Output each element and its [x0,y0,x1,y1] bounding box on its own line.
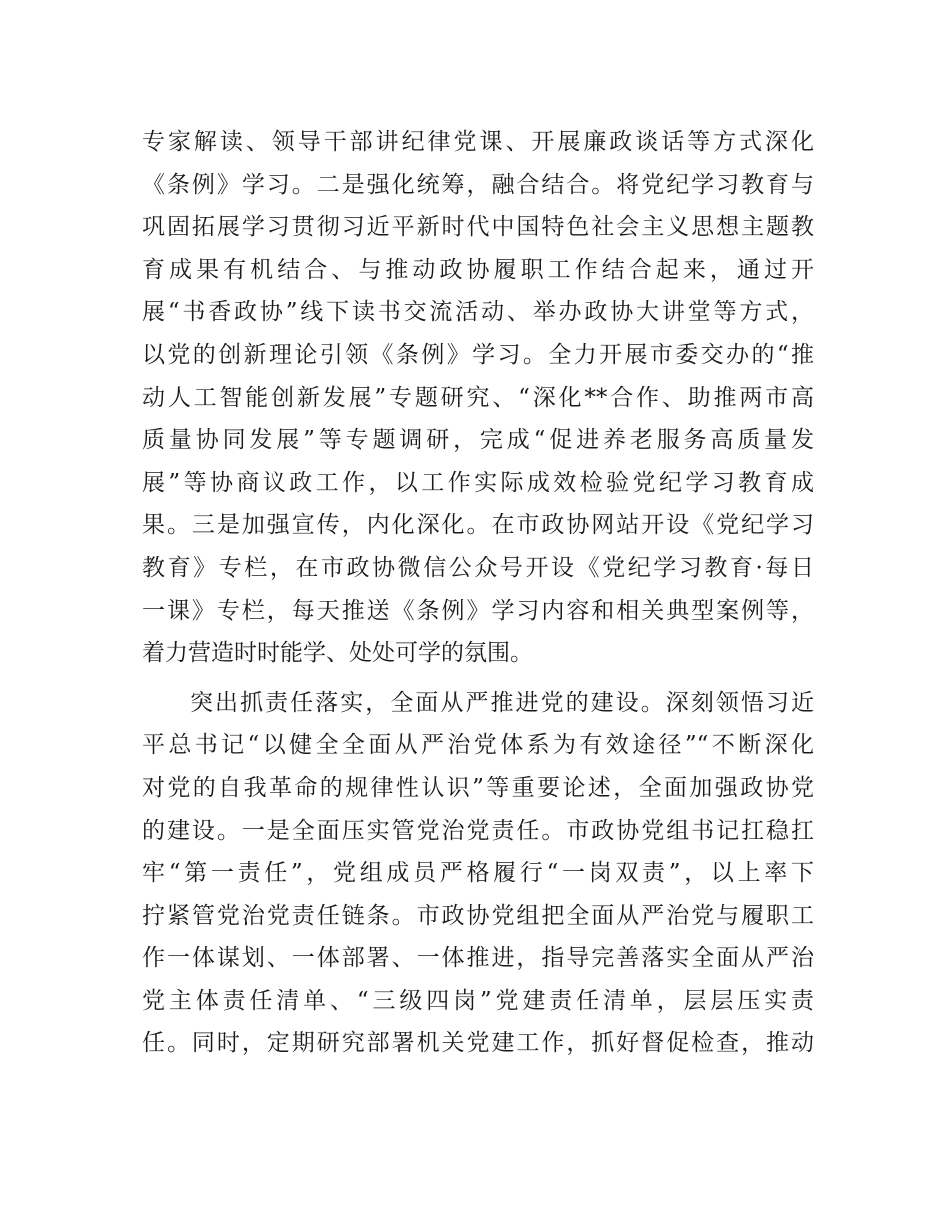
paragraph-line: 展”等协商议政工作，以工作实际成效检验党纪学习教育成 [142,469,814,496]
paragraph-line: 质量协同发展”等专题调研，完成“促进养老服务高质量发 [142,427,814,454]
paragraph-line: 以党的创新理论引领《条例》学习。全力开展市委交办的“推 [142,341,814,368]
paragraph-line: 展“书香政协”线下读书交流活动、举办政协大讲堂等方式， [142,299,814,326]
paragraph-line: 平总书记“以健全全面从严治党体系为有效途径”“不断深化 [142,732,814,759]
document-body [142,121,814,1065]
paragraph-line: 果。三是加强宣传，内化深化。在市政协网站开设《党纪学习 [142,512,814,539]
paragraph-spacer [142,675,814,682]
paragraph-1 [142,121,814,675]
paragraph-line: 一课》专栏，每天推送《条例》学习内容和相关典型案例等， [142,597,814,624]
paragraph-line: 的建设。一是全面压实管党治党责任。市政协党组书记扛稳扛 [142,817,814,844]
paragraph-line: 牢“第一责任”，党组成员严格履行“一岗双责”，以上率下 [142,860,814,887]
paragraph-line: 突出抓责任落实，全面从严推进党的建设。深刻领悟习近 [190,689,814,716]
paragraph-line: 《条例》学习。二是强化统筹，融合结合。将党纪学习教育与 [142,171,814,198]
paragraph-2 [142,682,814,1065]
paragraph-line: 任。同时，定期研究部署机关党建工作，抓好督促检查，推动 [142,1030,814,1057]
paragraph-line: 巩固拓展学习贯彻习近平新时代中国特色社会主义思想主题教 [142,214,814,241]
paragraph-line: 教育》专栏，在市政协微信公众号开设《党纪学习教育·每日 [142,554,814,581]
paragraph-line: 动人工智能创新发展”专题研究、“深化**合作、助推两市高 [142,384,814,411]
paragraph-line: 党主体责任清单、“三级四岗”党建责任清单，层层压实责 [142,987,814,1014]
paragraph-line: 作一体谋划、一体部署、一体推进，指导完善落实全面从严治 [142,945,814,972]
paragraph-line: 育成果有机结合、与推动政协履职工作结合起来，通过开 [142,256,814,283]
paragraph-line: 着力营造时时能学、处处可学的氛围。 [142,640,533,667]
paragraph-line: 拧紧管党治党责任链条。市政协党组把全面从严治党与履职工 [142,902,814,929]
paragraph-line: 专家解读、领导干部讲纪律党课、开展廉政谈话等方式深化 [142,129,814,155]
paragraph-line: 对党的自我革命的规律性认识”等重要论述，全面加强政协党 [142,774,814,801]
